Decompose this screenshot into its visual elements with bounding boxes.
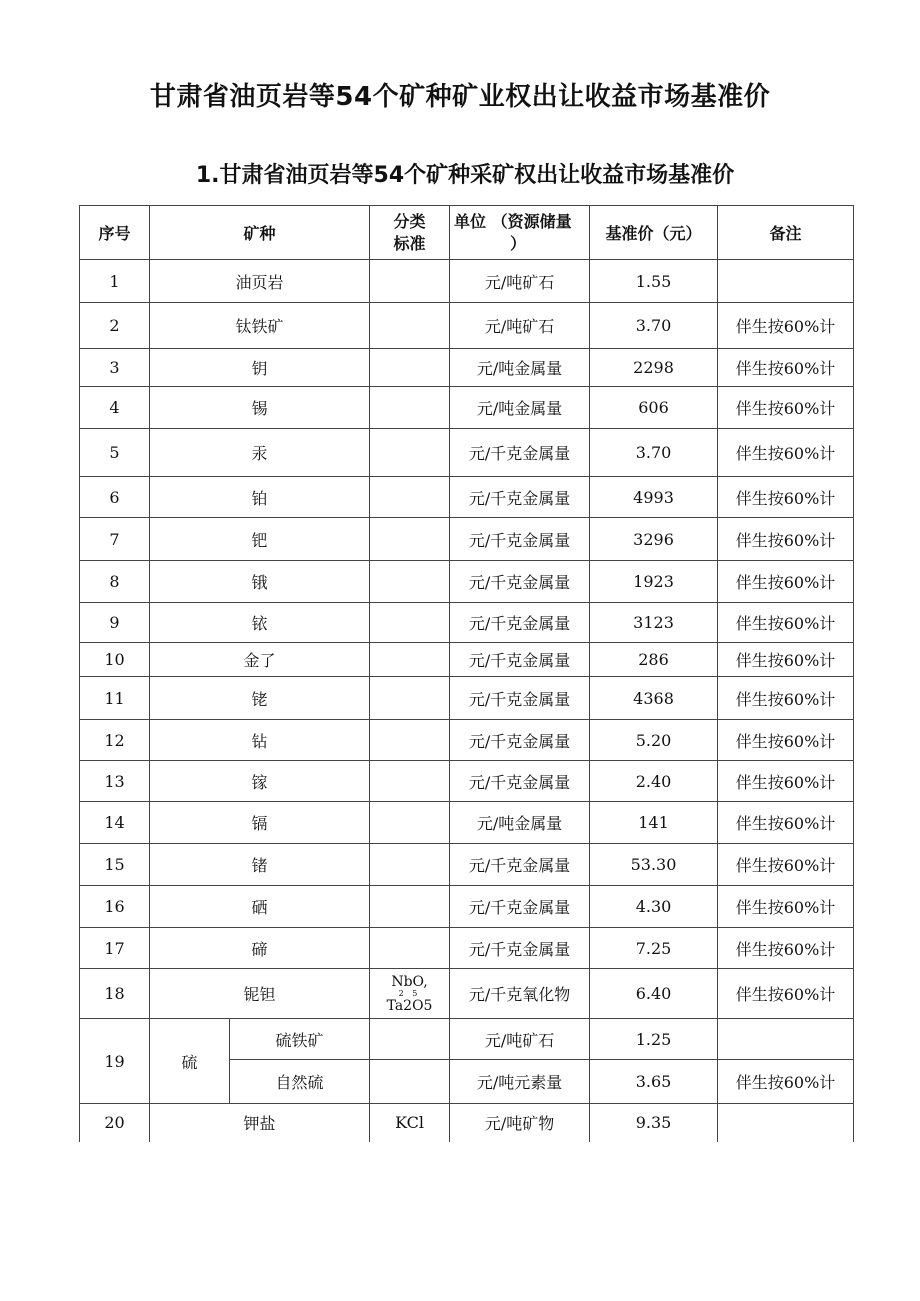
cell-price: 6.40 bbox=[590, 969, 718, 1019]
cell-seq: 17 bbox=[80, 928, 150, 969]
table-row bbox=[80, 429, 854, 477]
cell-price: 7.25 bbox=[590, 928, 718, 969]
table-row bbox=[80, 518, 854, 561]
cell-class bbox=[370, 349, 450, 387]
cell-note: 伴生按60%计 bbox=[718, 387, 854, 429]
cell-seq: 16 bbox=[80, 886, 150, 928]
cell-price: 2298 bbox=[590, 349, 718, 387]
cell-class: KCl bbox=[370, 1104, 450, 1142]
cell-note: 伴生按60%计 bbox=[718, 561, 854, 603]
table-row bbox=[80, 761, 854, 802]
cell-mineral: 铌钽 bbox=[150, 969, 370, 1019]
cell-price: 4993 bbox=[590, 477, 718, 518]
cell-class bbox=[370, 643, 450, 677]
cell-class bbox=[370, 561, 450, 603]
cell-class bbox=[370, 928, 450, 969]
cell-seq: 14 bbox=[80, 802, 150, 844]
price-table bbox=[79, 205, 854, 1142]
cell-submineral: 硫铁矿 bbox=[230, 1019, 370, 1060]
cell-class bbox=[370, 844, 450, 886]
cell-class bbox=[370, 429, 450, 477]
cell-unit: 元/吨元素量 bbox=[450, 1060, 590, 1104]
header-class bbox=[370, 206, 450, 260]
table-header-row bbox=[80, 206, 854, 260]
table-row bbox=[80, 1019, 854, 1060]
cell-mineral: 锡 bbox=[150, 387, 370, 429]
cell-unit: 元/吨金属量 bbox=[450, 387, 590, 429]
table-row bbox=[80, 349, 854, 387]
cell-unit: 元/吨矿物 bbox=[450, 1104, 590, 1142]
header-unit bbox=[450, 206, 590, 260]
cell-seq: 4 bbox=[80, 387, 150, 429]
cell-mineral: 钻 bbox=[150, 720, 370, 761]
cell-class bbox=[370, 303, 450, 349]
table-row bbox=[80, 969, 854, 1019]
header-seq: 序号 bbox=[80, 206, 150, 260]
cell-unit: 元/吨金属量 bbox=[450, 802, 590, 844]
cell-price: 141 bbox=[590, 802, 718, 844]
cell-note: 伴生按60%计 bbox=[718, 969, 854, 1019]
cell-price: 3.70 bbox=[590, 429, 718, 477]
cell-mineral: 铑 bbox=[150, 677, 370, 720]
cell-note: 伴生按60%计 bbox=[718, 844, 854, 886]
cell-note: 伴生按60%计 bbox=[718, 677, 854, 720]
cell-price: 9.35 bbox=[590, 1104, 718, 1142]
cell-price: 1923 bbox=[590, 561, 718, 603]
cell-note: 伴生按60%计 bbox=[718, 349, 854, 387]
cell-price: 606 bbox=[590, 387, 718, 429]
table-row bbox=[80, 928, 854, 969]
cell-class bbox=[370, 886, 450, 928]
table-row bbox=[80, 260, 854, 303]
header-class-line1: 分类 bbox=[393, 211, 426, 231]
cell-class bbox=[370, 720, 450, 761]
cell-unit: 元/吨矿石 bbox=[450, 1019, 590, 1060]
cell-price: 5.20 bbox=[590, 720, 718, 761]
cell-note bbox=[718, 260, 854, 303]
cell-mineral: 钾盐 bbox=[150, 1104, 370, 1142]
cell-price: 2.40 bbox=[590, 761, 718, 802]
header-unit-line2: ） bbox=[510, 233, 527, 253]
cell-price: 53.30 bbox=[590, 844, 718, 886]
section-title: 1.甘肃省油页岩等54个矿种采矿权出让收益市场基准价 bbox=[195, 163, 735, 188]
cell-unit: 元/吨矿石 bbox=[450, 260, 590, 303]
cell-mineral: 镉 bbox=[150, 802, 370, 844]
cell-class bbox=[370, 969, 450, 1019]
cell-seq: 6 bbox=[80, 477, 150, 518]
cell-mineral: 铂 bbox=[150, 477, 370, 518]
cell-note: 伴生按60%计 bbox=[718, 429, 854, 477]
header-class-line2: 标准 bbox=[393, 233, 426, 253]
table-row bbox=[80, 477, 854, 518]
cell-price: 4.30 bbox=[590, 886, 718, 928]
table-row bbox=[80, 844, 854, 886]
cell-note bbox=[718, 1019, 854, 1060]
cell-mineral: 铱 bbox=[150, 603, 370, 643]
cell-mineral: 金了 bbox=[150, 643, 370, 677]
table-row bbox=[80, 886, 854, 928]
cell-seq: 7 bbox=[80, 518, 150, 561]
cell-class-line2: 2 5 bbox=[398, 988, 421, 998]
header-note: 备注 bbox=[718, 206, 854, 260]
cell-price: 3.70 bbox=[590, 303, 718, 349]
cell-unit: 元/吨矿石 bbox=[450, 303, 590, 349]
cell-seq: 3 bbox=[80, 349, 150, 387]
cell-note: 伴生按60%计 bbox=[718, 603, 854, 643]
cell-price: 1.25 bbox=[590, 1019, 718, 1060]
table-row bbox=[80, 303, 854, 349]
cell-seq: 19 bbox=[80, 1019, 150, 1104]
cell-class bbox=[370, 677, 450, 720]
cell-mineral: 锗 bbox=[150, 844, 370, 886]
cell-mineral: 镓 bbox=[150, 761, 370, 802]
table-row bbox=[80, 561, 854, 603]
cell-note: 伴生按60%计 bbox=[718, 518, 854, 561]
cell-class bbox=[370, 477, 450, 518]
table-row bbox=[80, 677, 854, 720]
cell-unit: 元/千克金属量 bbox=[450, 844, 590, 886]
table-row bbox=[80, 1104, 854, 1142]
cell-seq: 12 bbox=[80, 720, 150, 761]
cell-seq: 13 bbox=[80, 761, 150, 802]
cell-price: 3.65 bbox=[590, 1060, 718, 1104]
cell-note: 伴生按60%计 bbox=[718, 643, 854, 677]
cell-unit: 元/千克金属量 bbox=[450, 518, 590, 561]
cell-mineral: 钯 bbox=[150, 518, 370, 561]
cell-class bbox=[370, 603, 450, 643]
table-row bbox=[80, 603, 854, 643]
cell-mineral: 硫 bbox=[150, 1019, 230, 1104]
cell-seq: 5 bbox=[80, 429, 150, 477]
cell-mineral: 汞 bbox=[150, 429, 370, 477]
cell-class-line3: Ta2O5 bbox=[386, 997, 433, 1014]
header-unit-line1: 单位 （资源储量 bbox=[454, 211, 572, 231]
cell-mineral: 钛铁矿 bbox=[150, 303, 370, 349]
cell-note: 伴生按60%计 bbox=[718, 720, 854, 761]
cell-class bbox=[370, 518, 450, 561]
cell-class bbox=[370, 761, 450, 802]
cell-submineral: 自然硫 bbox=[230, 1060, 370, 1104]
cell-price: 3296 bbox=[590, 518, 718, 561]
cell-note: 伴生按60%计 bbox=[718, 802, 854, 844]
cell-class bbox=[370, 260, 450, 303]
cell-class bbox=[370, 1060, 450, 1104]
cell-price: 3123 bbox=[590, 603, 718, 643]
cell-seq: 10 bbox=[80, 643, 150, 677]
cell-note: 伴生按60%计 bbox=[718, 1060, 854, 1104]
cell-mineral: 碲 bbox=[150, 928, 370, 969]
cell-note: 伴生按60%计 bbox=[718, 928, 854, 969]
cell-unit: 元/千克金属量 bbox=[450, 561, 590, 603]
cell-price: 4368 bbox=[590, 677, 718, 720]
cell-unit: 元/吨金属量 bbox=[450, 349, 590, 387]
header-mineral: 矿种 bbox=[150, 206, 370, 260]
cell-class-line1: NbO, bbox=[391, 973, 428, 990]
cell-unit: 元/千克金属量 bbox=[450, 477, 590, 518]
cell-seq: 1 bbox=[80, 260, 150, 303]
cell-unit: 元/千克氧化物 bbox=[450, 969, 590, 1019]
table-row bbox=[80, 387, 854, 429]
cell-unit: 元/千克金属量 bbox=[450, 720, 590, 761]
cell-mineral: 油页岩 bbox=[150, 260, 370, 303]
cell-seq: 11 bbox=[80, 677, 150, 720]
cell-note: 伴生按60%计 bbox=[718, 886, 854, 928]
cell-note bbox=[718, 1104, 854, 1142]
table-row bbox=[80, 720, 854, 761]
cell-note: 伴生按60%计 bbox=[718, 761, 854, 802]
cell-seq: 8 bbox=[80, 561, 150, 603]
cell-price: 286 bbox=[590, 643, 718, 677]
cell-price: 1.55 bbox=[590, 260, 718, 303]
cell-unit: 元/千克金属量 bbox=[450, 928, 590, 969]
cell-note: 伴生按60%计 bbox=[718, 477, 854, 518]
cell-class bbox=[370, 802, 450, 844]
cell-unit: 元/千克金属量 bbox=[450, 603, 590, 643]
cell-mineral: 钥 bbox=[150, 349, 370, 387]
table-row bbox=[80, 643, 854, 677]
cell-mineral: 硒 bbox=[150, 886, 370, 928]
document-title: 甘肃省油页岩等54个矿种矿业权出让收益市场基准价 bbox=[149, 82, 771, 112]
cell-seq: 20 bbox=[80, 1104, 150, 1142]
cell-note: 伴生按60%计 bbox=[718, 303, 854, 349]
cell-seq: 15 bbox=[80, 844, 150, 886]
header-price: 基准价（元） bbox=[590, 206, 718, 260]
cell-unit: 元/千克金属量 bbox=[450, 677, 590, 720]
cell-class bbox=[370, 387, 450, 429]
cell-unit: 元/千克金属量 bbox=[450, 429, 590, 477]
cell-seq: 9 bbox=[80, 603, 150, 643]
cell-unit: 元/千克金属量 bbox=[450, 761, 590, 802]
cell-class bbox=[370, 1019, 450, 1060]
cell-seq: 2 bbox=[80, 303, 150, 349]
cell-unit: 元/千克金属量 bbox=[450, 643, 590, 677]
cell-seq: 18 bbox=[80, 969, 150, 1019]
table-row bbox=[80, 802, 854, 844]
cell-unit: 元/千克金属量 bbox=[450, 886, 590, 928]
cell-mineral: 锇 bbox=[150, 561, 370, 603]
